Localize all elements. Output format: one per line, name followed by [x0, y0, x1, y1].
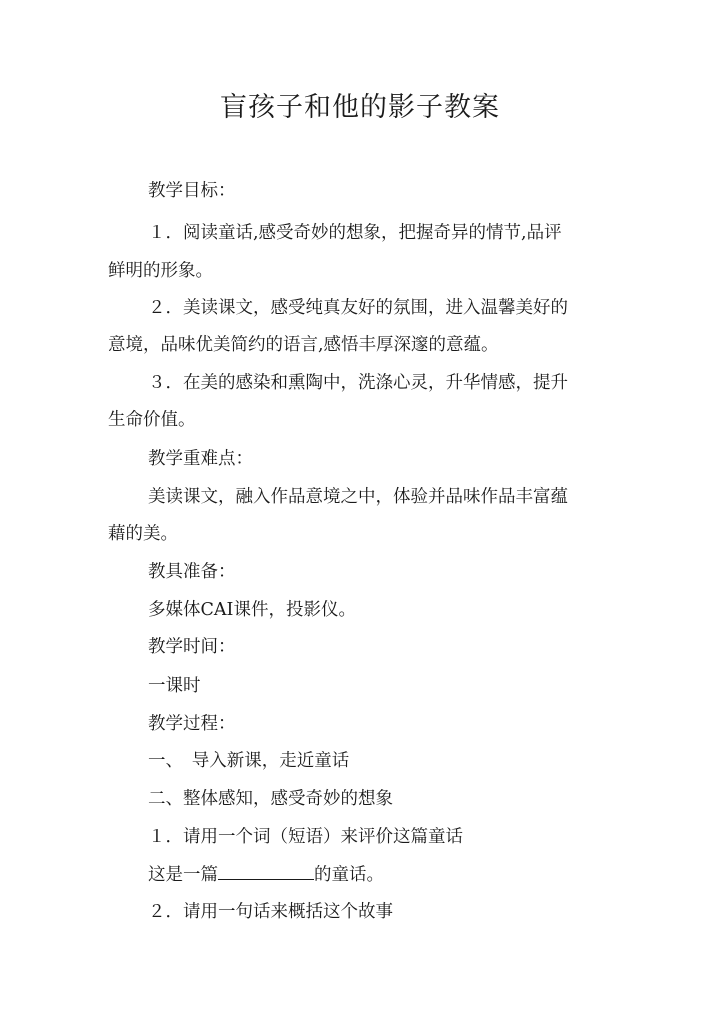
- fill-before-text: 这是一篇: [148, 865, 218, 885]
- key-points-heading: 教学重难点：: [148, 449, 253, 469]
- objectives-heading: 教学目标：: [148, 181, 236, 201]
- tools-content: 多媒体CAI课件，投影仪。: [148, 600, 356, 620]
- objective-3-line-2: 生命价值。: [108, 410, 196, 430]
- key-points-line-1: 美读课文，融入作品意境之中，体验并品味作品丰富蕴: [148, 487, 568, 507]
- process-sub-1: １．请用一个词（短语）来评价这篇童话: [148, 827, 463, 847]
- objective-2-line-1: ２．美读课文，感受纯真友好的氛围，进入温馨美好的: [148, 298, 568, 318]
- page-title: 盲孩子和他的影子教案: [220, 92, 500, 123]
- process-heading: 教学过程：: [148, 714, 236, 734]
- time-content: 一课时: [148, 676, 201, 696]
- time-heading: 教学时间：: [148, 637, 236, 657]
- fill-after-text: 的童话。: [314, 865, 384, 885]
- process-step-1: 一、 导入新课，走近童话: [148, 751, 350, 771]
- objective-1-line-2: 鲜明的形象。: [108, 261, 213, 281]
- key-points-line-2: 藉的美。: [108, 524, 178, 544]
- process-sub-2: ２．请用一句话来概括这个故事: [148, 902, 393, 922]
- tools-heading: 教具准备：: [148, 562, 236, 582]
- objective-2-line-2: 意境，品味优美简约的语言,感悟丰厚深邃的意蕴。: [108, 335, 499, 355]
- objective-1-line-1: １．阅读童话,感受奇妙的想象，把握奇异的情节,品评: [148, 223, 562, 243]
- objective-3-line-1: ３．在美的感染和熏陶中，洗涤心灵，升华情感，提升: [148, 373, 568, 393]
- process-step-2: 二、整体感知，感受奇妙的想象: [148, 789, 393, 809]
- fill-blank: [218, 861, 314, 880]
- fill-in-sentence: [148, 861, 384, 888]
